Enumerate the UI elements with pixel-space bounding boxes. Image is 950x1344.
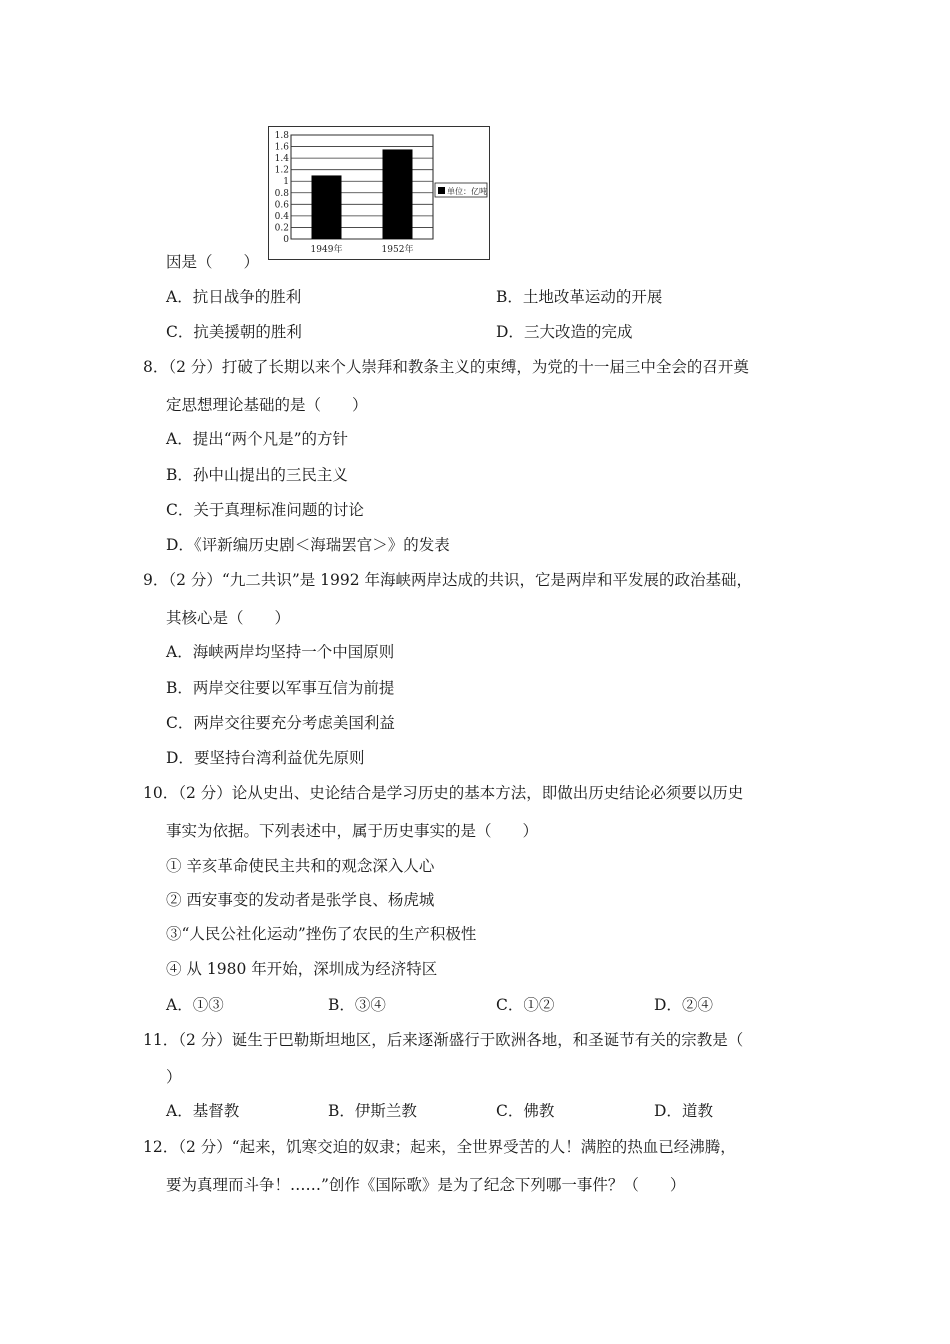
- y-tick-label: 0.2: [274, 223, 289, 234]
- y-tick-label: 1.6: [274, 142, 289, 153]
- q7-option-b[interactable]: [496, 287, 662, 307]
- legend-swatch: [438, 187, 445, 194]
- x-tick-label: 1952年: [381, 245, 414, 255]
- option-text: 提出“两个凡是”的方针: [192, 430, 349, 448]
- q10-option-d[interactable]: [654, 995, 713, 1015]
- option-text: 抗美援朝的胜利: [193, 323, 302, 341]
- y-tick-label: 1: [283, 177, 289, 188]
- option-text: 要坚持台湾利益优先原则: [193, 749, 365, 767]
- q7-option-a[interactable]: [166, 287, 301, 307]
- option-letter: C．: [496, 1102, 524, 1120]
- option-letter: B．: [166, 679, 193, 697]
- bar-chart: [268, 126, 490, 260]
- q8-stem-line2: 定思想理论基础的是（ ）: [166, 396, 368, 414]
- q10-item-1: ① 辛亥革命使民主共和的观念深入人心: [166, 857, 435, 875]
- q10-stem-line2: 事实为依据。下列表述中，属于历史事实的是（ ）: [166, 822, 539, 840]
- q12-stem-line1: 12．（2 分）“起来，饥寒交迫的奴隶；起来，全世界受苦的人！满腔的热血已经沸腾，: [143, 1138, 736, 1156]
- option-letter: B．: [496, 288, 523, 306]
- option-text: ①②: [523, 996, 555, 1014]
- option-text: 佛教: [523, 1102, 555, 1120]
- chart-svg: [269, 127, 491, 261]
- option-letter: D．: [166, 749, 194, 767]
- option-letter: C．: [496, 996, 524, 1014]
- q9-option-a[interactable]: [166, 642, 394, 662]
- y-tick-label: 1.2: [274, 165, 289, 176]
- y-tick-label: 1.8: [274, 131, 289, 141]
- y-tick-label: 0.8: [274, 188, 289, 199]
- q8-option-a[interactable]: [166, 429, 348, 449]
- option-letter: A．: [166, 288, 193, 306]
- option-text: 两岸交往要充分考虑美国利益: [193, 714, 395, 732]
- option-text: ②④: [681, 996, 713, 1014]
- option-text: 关于真理标准问题的讨论: [193, 501, 364, 519]
- legend-label: 单位：亿吨: [447, 187, 487, 196]
- q12-stem-line2: 要为真理而斗争！……”创作《国际歌》是为了纪念下列哪一事件？（ ）: [166, 1176, 686, 1194]
- option-letter: A．: [166, 1102, 193, 1120]
- option-letter: A．: [166, 996, 193, 1014]
- q11-stem-line1: 11．（2 分）诞生于巴勒斯坦地区，后来逐渐盛行于欧洲各地，和圣诞节有关的宗教是（: [143, 1031, 744, 1049]
- option-text: 道教: [681, 1102, 713, 1120]
- q11-option-b[interactable]: [328, 1101, 417, 1121]
- option-text: 两岸交往要以军事互信为前提: [192, 679, 395, 697]
- option-text: 抗日战争的胜利: [192, 288, 302, 306]
- q11-option-a[interactable]: [166, 1101, 239, 1121]
- y-tick-label: 0.6: [274, 200, 289, 211]
- q7-stem-tail: 因是（ ）: [166, 253, 260, 271]
- bar: [312, 175, 342, 239]
- x-tick-label: 1949年: [310, 245, 343, 255]
- option-letter: D．: [654, 996, 682, 1014]
- q10-stem-line1: 10．（2 分）论从史出、史论结合是学习历史的基本方法，即做出历史结论必须要以历史: [143, 784, 744, 802]
- y-tick-label: 1.4: [274, 154, 289, 165]
- bar: [383, 149, 413, 239]
- q10-option-c[interactable]: [496, 995, 554, 1015]
- option-letter: C．: [166, 501, 194, 519]
- q9-option-c[interactable]: [166, 713, 395, 733]
- q8-option-d[interactable]: [166, 535, 450, 555]
- y-tick-label: 0.4: [274, 211, 289, 222]
- q11-option-d[interactable]: [654, 1101, 713, 1121]
- option-letter: D．: [496, 323, 524, 341]
- q10-option-b[interactable]: [328, 995, 386, 1015]
- option-text: 伊斯兰教: [354, 1102, 417, 1120]
- q9-stem-line1: 9．（2 分）“九二共识”是 1992 年海峡两岸达成的共识，它是两岸和平发展的政治基础，: [143, 571, 753, 589]
- option-text: 土地改革运动的开展: [522, 288, 663, 306]
- option-letter: D．: [166, 536, 194, 554]
- option-letter: A．: [166, 430, 193, 448]
- q10-item-2: ② 西安事变的发动者是张学良、杨虎城: [166, 891, 435, 909]
- option-letter: D．: [654, 1102, 682, 1120]
- option-letter: A．: [166, 643, 193, 661]
- q9-stem-line2: 其核心是（ ）: [166, 609, 291, 627]
- option-text: ③④: [354, 996, 386, 1014]
- q7-option-d[interactable]: [496, 322, 632, 342]
- q10-item-4: ④ 从 1980 年开始，深圳成为经济特区: [166, 960, 438, 978]
- option-text: 三大改造的完成: [523, 323, 633, 341]
- q11-option-c[interactable]: [496, 1101, 554, 1121]
- q11-stem-line2: ）: [166, 1068, 182, 1086]
- y-tick-label: 0: [283, 235, 289, 245]
- option-text: 基督教: [192, 1102, 240, 1120]
- option-letter: B．: [166, 466, 193, 484]
- q8-stem-line1: 8．（2 分）打破了长期以来个人崇拜和教条主义的束缚，为党的十一届三中全会的召开奠: [143, 358, 749, 376]
- q10-option-a[interactable]: [166, 995, 224, 1015]
- option-text: 孙中山提出的三民主义: [192, 466, 348, 484]
- option-text: 海峡两岸均坚持一个中国原则: [192, 643, 395, 661]
- q8-option-b[interactable]: [166, 465, 348, 485]
- q9-option-b[interactable]: [166, 678, 394, 698]
- option-letter: C．: [166, 323, 194, 341]
- option-text: ①③: [192, 996, 224, 1014]
- q9-option-d[interactable]: [166, 748, 364, 768]
- option-letter: B．: [328, 996, 355, 1014]
- q7-option-c[interactable]: [166, 322, 302, 342]
- q8-option-c[interactable]: [166, 500, 364, 520]
- option-letter: C．: [166, 714, 194, 732]
- option-letter: B．: [328, 1102, 355, 1120]
- q10-item-3: ③“人民公社化运动”挫伤了农民的生产积极性: [166, 925, 477, 943]
- option-text: 《评新编历史剧＜海瑞罢官＞》的发表: [193, 536, 450, 554]
